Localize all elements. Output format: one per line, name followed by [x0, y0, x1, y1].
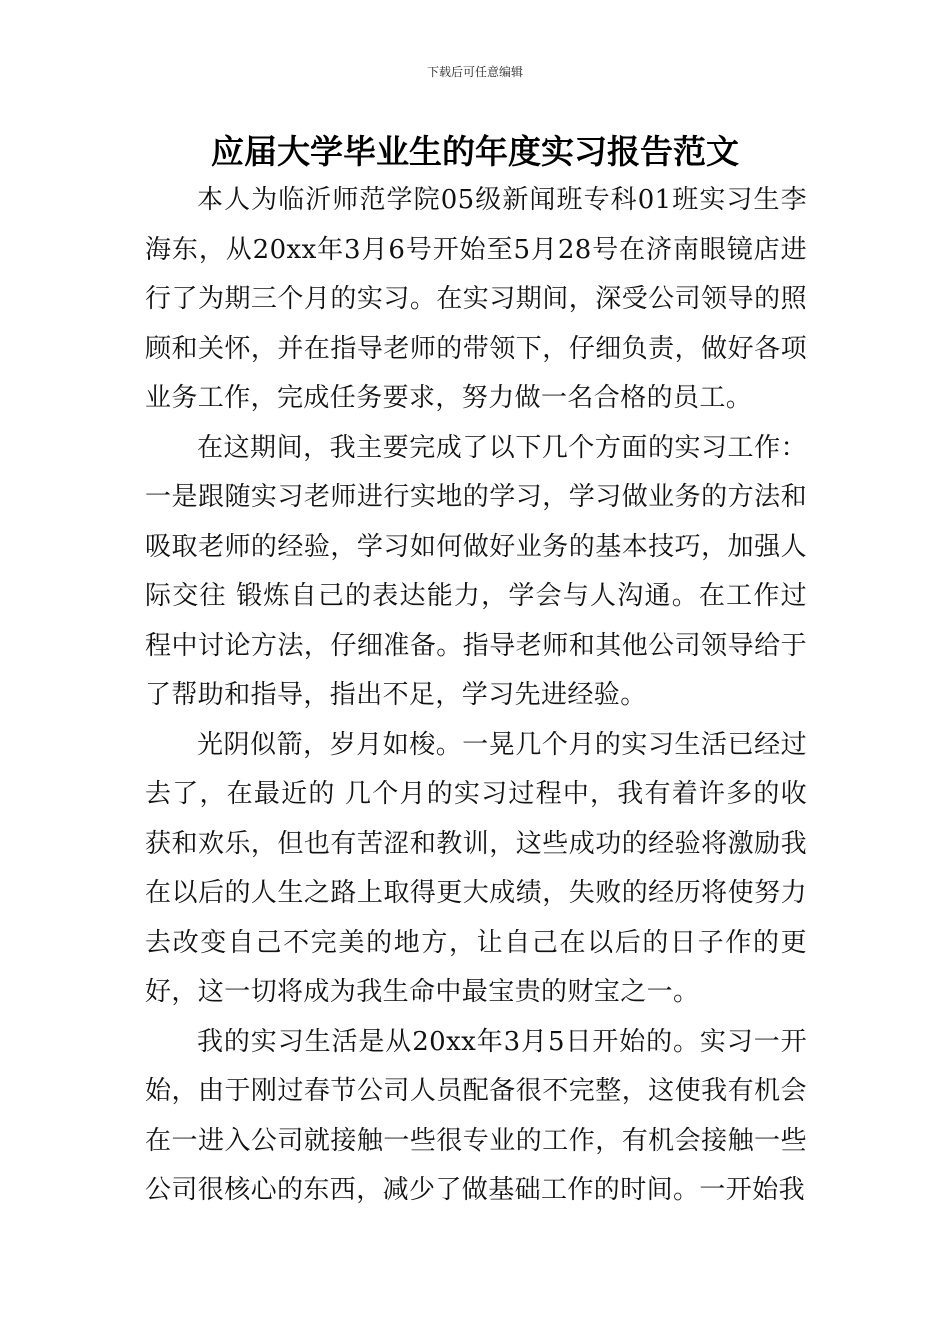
paragraph-3: 光阴似箭，岁月如梭。一晃几个月的实习生活已经过去了，在最近的 几个月的实习过程中，我有着许多的收获和欢乐，但也有苦涩和教训，这些成功的经验将激励我在以后的人生之路上取得更大成绩，失败的经历将使努力去改变自己不完美的地方，让自己在以后的日子作的更好，这一切将成为我生命中最宝贵的财宝之一。: [145, 729, 807, 1007]
document-title: 应届大学毕业生的年度实习报告范文: [211, 132, 739, 171]
paragraph-2: 在这期间，我主要完成了以下几个方面的实习工作：一是跟随实习老师进行实地的学习，学习做业务的方法和吸取老师的经验，学习如何做好业务的基本技巧，加强人际交往 锻炼自己的表达能力，学会与人沟通。在工作过程中讨论方法，仔细准备。指导老师和其他公司领导给于了帮助和指导，指出不足，学习先进经验。: [145, 432, 807, 710]
page-header-note: 下载后可任意编辑: [426, 65, 523, 79]
paragraph-1: 本人为临沂师范学院05级新闻班专科01班实习生李海东，从20xx年3月6号开始至5月28号在济南眼镜店进行了为期三个月的实习。在实习期间，深受公司领导的照顾和关怀，并在指导老师的带领下，仔细负责，做好各项业务工作，完成任务要求，努力做一名合格的员工。: [145, 185, 807, 413]
document-body: [145, 176, 807, 1216]
paragraph-4: 我的实习生活是从20xx年3月5日开始的。实习一开始，由于刚过春节公司人员配备很不完整，这使我有机会在一进入公司就接触一些很专业的工作，有机会接触一些公司很核心的东西，减少了做基础工作的时间。一开始我: [145, 1026, 807, 1205]
